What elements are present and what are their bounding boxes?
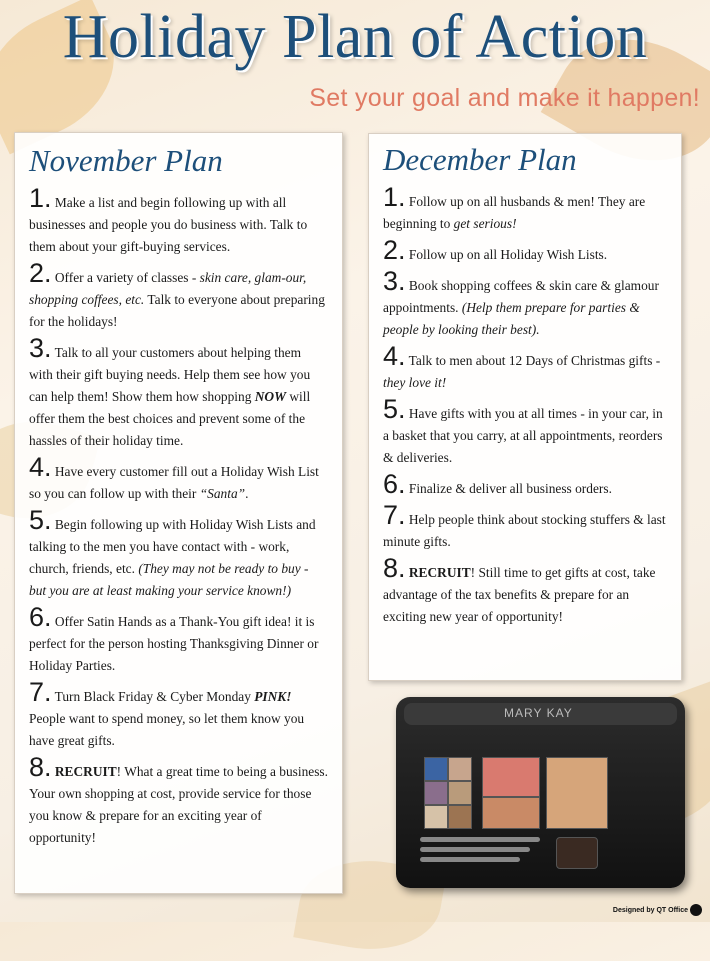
item-text: ! What a great time to being a business. Your own shopping at cost, provide service for those you know & prepare for an exciting year of opportunity! — [29, 764, 328, 845]
item-text: . — [245, 486, 249, 501]
palette-brand-text: MARY KAY — [504, 706, 573, 720]
november-plan-panel — [14, 132, 343, 894]
item-text: Finalize & deliver all business orders. — [405, 481, 612, 496]
item-number: 7. — [29, 677, 52, 707]
eyeshadow-pan — [448, 805, 472, 829]
credit-logo-icon — [690, 904, 702, 916]
eyeshadow-pan — [424, 781, 448, 805]
item-text: Follow up on all husbands & men! They are beginning to — [383, 194, 646, 231]
blush-pan — [482, 757, 540, 797]
november-item-6 — [29, 602, 328, 677]
credit-text: Designed by QT Office — [612, 906, 688, 914]
december-plan-list — [383, 182, 669, 628]
item-text: People want to spend money, so let them know you have great gifts. — [29, 711, 305, 748]
item-number: 8. — [383, 553, 406, 583]
item-text: Turn Black Friday & Cyber Monday — [51, 689, 255, 704]
item-text: ! Still time to get gifts at cost, take advantage of the tax benefits & prepare for an exciting new year of opportunity! — [383, 565, 656, 624]
item-text: PINK! — [254, 689, 292, 704]
item-text: Follow up on all Holiday Wish Lists. — [405, 247, 608, 262]
december-item-7 — [383, 500, 669, 553]
item-text: Talk to all your customers about helping them with their gift buying needs. Help them see how you can help them! Show them how shopping — [29, 345, 311, 404]
december-item-2 — [383, 235, 669, 266]
november-plan-title: November Plan — [29, 143, 223, 178]
item-number: 3. — [29, 333, 52, 363]
item-text: will offer them the best choices and prevent some of the hassles of their holiday time. — [29, 389, 311, 448]
item-number: 1. — [29, 183, 52, 213]
item-text: RECRUIT — [51, 764, 117, 779]
november-item-3 — [29, 333, 328, 452]
november-item-7 — [29, 677, 328, 752]
item-text: “Santa” — [199, 486, 246, 501]
december-item-5 — [383, 394, 669, 469]
item-number: 2. — [383, 235, 406, 265]
palette-lid — [404, 703, 677, 725]
item-number: 4. — [29, 452, 52, 482]
december-item-4 — [383, 341, 669, 394]
applicator-brush — [420, 837, 540, 842]
december-plan-title: December Plan — [383, 142, 577, 177]
item-number: 4. — [383, 341, 406, 371]
item-number: 6. — [29, 602, 52, 632]
item-text: Help people think about stocking stuffers & last minute gifts. — [383, 512, 666, 549]
designer-credit — [613, 904, 702, 916]
applicator-brush — [420, 857, 520, 862]
foundation-pan — [546, 757, 608, 829]
makeup-brush — [556, 837, 598, 869]
november-plan-list — [29, 183, 328, 849]
item-number: 5. — [29, 505, 52, 535]
december-item-8 — [383, 553, 669, 628]
item-text: RECRUIT — [405, 565, 471, 580]
item-text: Offer Satin Hands as a Thank-You gift idea! it is perfect for the person hosting Thanksgiving Dinner or Holiday Parties. — [29, 614, 319, 673]
item-number: 5. — [383, 394, 406, 424]
item-text: Talk to men about 12 Days of Christmas gifts - — [405, 353, 661, 368]
november-item-1 — [29, 183, 328, 258]
item-text: Begin following up with Holiday Wish Lists and talking to the men you have contact with - work, church, friends, etc. — [29, 517, 316, 576]
applicator-brush — [420, 847, 530, 852]
november-item-4 — [29, 452, 328, 505]
december-item-1 — [383, 182, 669, 235]
eyeshadow-pan — [448, 757, 472, 781]
eyeshadow-pan — [448, 781, 472, 805]
item-text: skin care, glam-our, shopping coffees, etc. — [29, 270, 307, 307]
item-text: they love it! — [383, 375, 447, 390]
item-text: NOW — [254, 389, 287, 404]
eyeshadow-pan — [424, 805, 448, 829]
december-item-6 — [383, 469, 669, 500]
item-number: 7. — [383, 500, 406, 530]
item-number: 2. — [29, 258, 52, 288]
item-text: Book shopping coffees & skin care & glamour appointments. — [383, 278, 659, 315]
item-text: Have gifts with you at all times - in your car, in a basket that you carry, at all appointments, reorders & deliveries. — [383, 406, 663, 465]
november-item-2 — [29, 258, 328, 333]
december-plan-panel — [368, 133, 682, 681]
item-number: 8. — [29, 752, 52, 782]
item-text: Talk to everyone about preparing for the holidays! — [29, 292, 325, 329]
makeup-palette-image — [396, 697, 685, 888]
december-item-3 — [383, 266, 669, 341]
item-number: 1. — [383, 182, 406, 212]
item-number: 3. — [383, 266, 406, 296]
page-subtitle: Set your goal and make it happen! — [309, 84, 700, 112]
item-text: Make a list and begin following up with all businesses and people you do business with. Talk to them about your gift-buying services. — [29, 195, 308, 254]
eyeshadow-pan — [424, 757, 448, 781]
november-item-5 — [29, 505, 328, 602]
november-item-8 — [29, 752, 328, 849]
item-number: 6. — [383, 469, 406, 499]
item-text: Have every customer fill out a Holiday Wish List so you can follow up with their — [29, 464, 319, 501]
page-title: Holiday Plan of Action — [62, 3, 648, 71]
item-text: get serious! — [453, 216, 517, 231]
bronzer-pan — [482, 797, 540, 829]
item-text: (Help them prepare for parties & people by looking their best). — [383, 300, 640, 337]
item-text: (They may not be ready to buy - but you are at least making your service known!) — [29, 561, 309, 598]
item-text: Offer a variety of classes - — [51, 270, 200, 285]
